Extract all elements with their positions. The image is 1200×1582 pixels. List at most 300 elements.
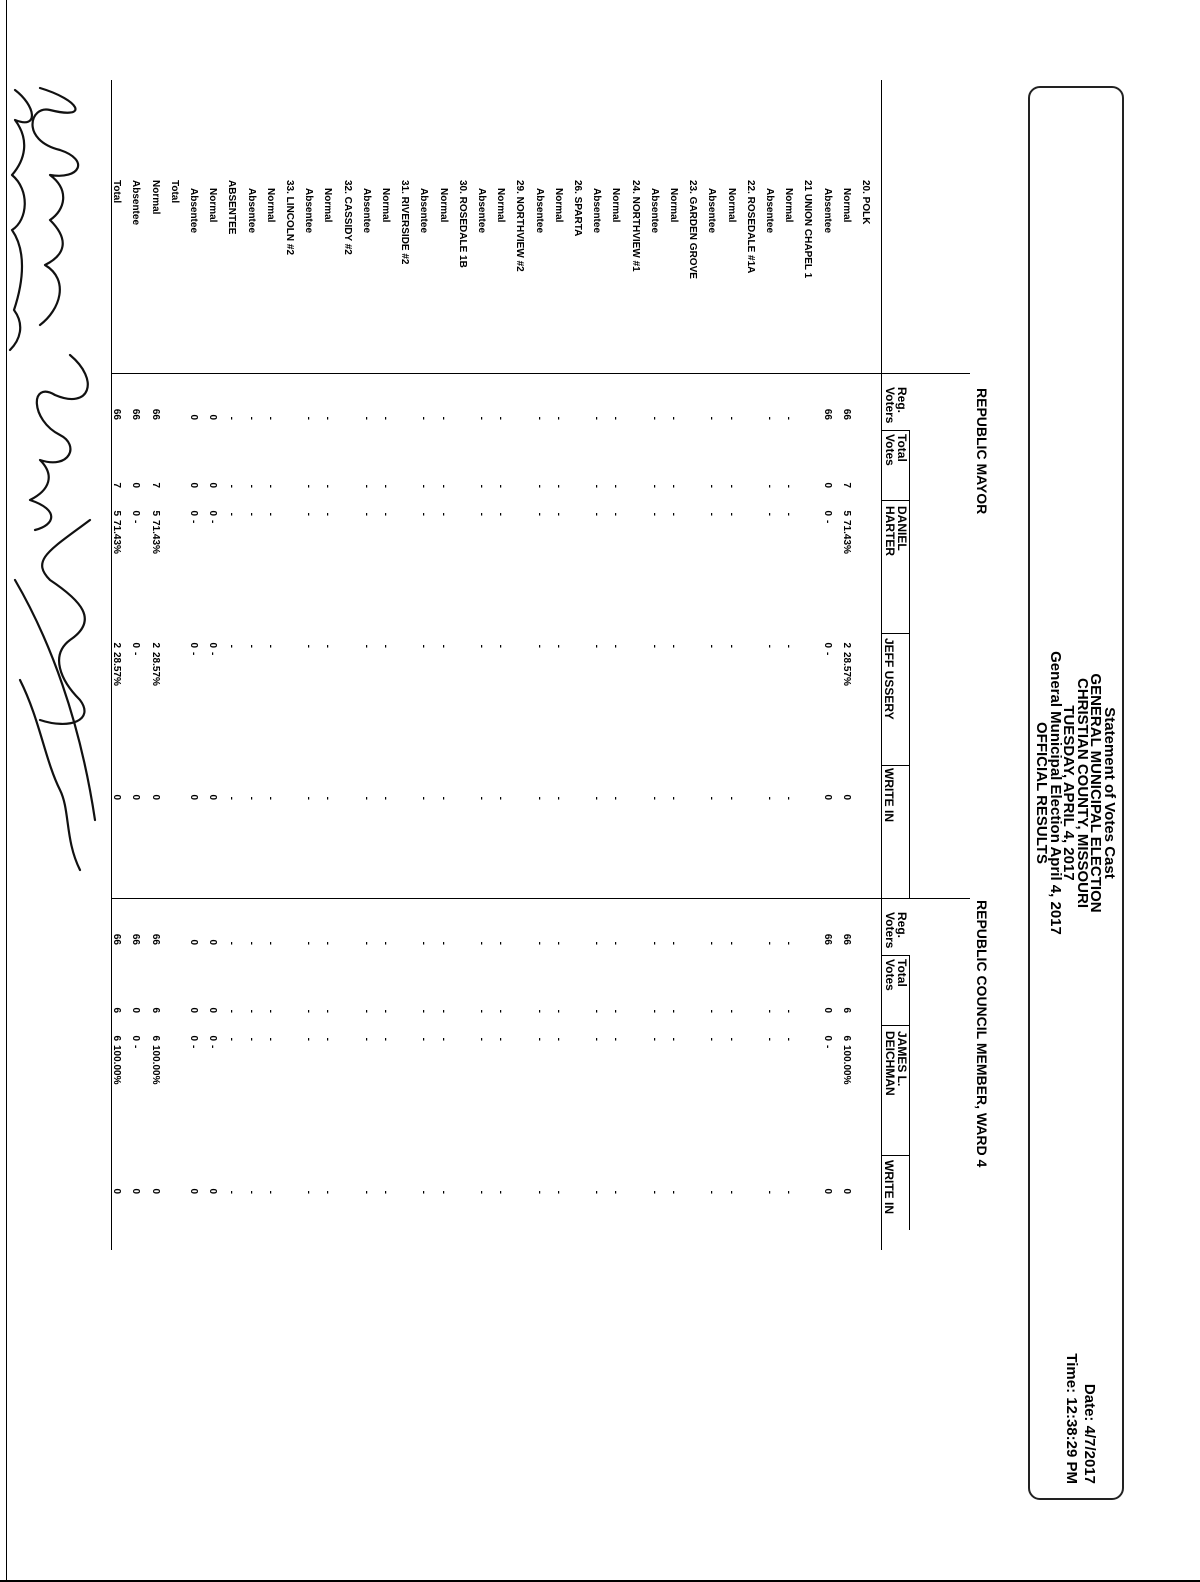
- council-cell: -: [380, 941, 391, 945]
- council-cell: 0: [821, 1007, 833, 1013]
- mayor-cell: -: [610, 416, 622, 420]
- mayor-cell: -: [226, 644, 238, 648]
- row-label: Normal: [207, 188, 219, 223]
- row-label: Absentee: [821, 188, 833, 234]
- council-cell: -: [495, 941, 507, 945]
- mayor-cell: 28.57%: [840, 652, 852, 686]
- council-cell: -: [226, 1190, 238, 1194]
- mayor-cell: -: [226, 512, 238, 516]
- mayor-header-top-rule: [909, 430, 910, 898]
- row-label: Absentee: [764, 188, 775, 234]
- mayor-cell: 5: [111, 510, 123, 516]
- mayor-cell: -: [764, 484, 775, 488]
- mayor-cell: -: [322, 644, 334, 648]
- mayor-col-sep: [882, 765, 910, 766]
- mayor-cell: -: [226, 484, 238, 488]
- mayor-cell: -: [706, 484, 718, 488]
- mayor-cell: -: [668, 796, 679, 800]
- council-cell: 0: [821, 1188, 833, 1194]
- mayor-cell: 7: [840, 482, 852, 488]
- col-total-line2: Votes: [883, 959, 897, 991]
- council-col-write-in: WRITE IN: [882, 1160, 896, 1214]
- row-label: Absentee: [245, 188, 257, 234]
- council-cell: -: [668, 1190, 679, 1194]
- council-cell: -: [706, 941, 718, 945]
- mayor-cell: 7: [149, 482, 161, 488]
- report-date-time: [1062, 1353, 1098, 1484]
- mayor-cell: -: [188, 520, 199, 524]
- council-col-reg-voters: [884, 912, 908, 948]
- mayor-cell: 7: [111, 482, 123, 488]
- mayor-cell: 0: [821, 510, 833, 516]
- row-label: Normal: [322, 188, 334, 223]
- council-cell: -: [303, 1037, 315, 1041]
- mayor-cell: -: [495, 416, 507, 420]
- council-cell: 0: [130, 1035, 142, 1041]
- mayor-col-write-in: WRITE IN: [882, 768, 896, 822]
- council-cell: -: [610, 1037, 622, 1041]
- mayor-cell: 66: [111, 408, 123, 420]
- mayor-cell: -: [495, 644, 507, 648]
- title-line: GENERAL MUNICIPAL ELECTION: [1087, 673, 1105, 913]
- council-cell: -: [533, 1037, 545, 1041]
- mayor-cell: -: [495, 484, 507, 488]
- mayor-cell: -: [668, 512, 679, 516]
- council-cell: -: [495, 1037, 507, 1041]
- mayor-cell: -: [648, 512, 660, 516]
- row-label: Normal: [495, 188, 507, 223]
- mayor-cell: -: [668, 416, 679, 420]
- mayor-cell: -: [706, 416, 718, 420]
- mayor-cell: -: [303, 512, 315, 516]
- mayor-cell: 0: [130, 794, 142, 800]
- council-cell: -: [533, 1009, 545, 1013]
- mayor-cell: -: [437, 512, 449, 516]
- row-label: 23. GARDEN GROVE: [687, 180, 699, 279]
- contest-title-council: REPUBLIC COUNCIL MEMBER, WARD 4: [974, 900, 990, 1168]
- mayor-cell: -: [533, 796, 545, 800]
- mayor-cell: -: [648, 644, 660, 648]
- col-reg-line1: Reg.: [895, 912, 909, 939]
- mayor-col-sep: [882, 633, 910, 634]
- council-col-sep: [882, 1025, 910, 1026]
- mayor-left-rule: [112, 373, 970, 374]
- row-label: Absentee: [648, 188, 660, 234]
- council-cell: -: [226, 941, 238, 945]
- row-label: Absentee: [533, 188, 545, 234]
- mayor-cell: -: [591, 796, 603, 800]
- mayor-cell: -: [648, 796, 660, 800]
- council-cell: -: [591, 941, 603, 945]
- mayor-cell: -: [380, 796, 391, 800]
- mayor-cell: -: [303, 796, 315, 800]
- title-line: CHRISTIAN COUNTY, MISSOURI: [1074, 677, 1091, 908]
- mayor-cell: 71.43%: [111, 520, 123, 554]
- council-cell: -: [476, 1190, 487, 1194]
- council-cell: -: [303, 1190, 315, 1194]
- council-cell: -: [380, 1190, 391, 1194]
- council-cell: 0: [821, 1035, 833, 1041]
- mayor-cell: 66: [149, 408, 161, 420]
- mayor-cell: -: [821, 652, 833, 656]
- mayor-cell: -: [130, 652, 142, 656]
- council-cell: -: [706, 1009, 718, 1013]
- council-cell: -: [552, 1190, 564, 1194]
- mayor-cell: -: [476, 644, 487, 648]
- council-cell: -: [821, 1045, 833, 1049]
- mayor-cell: -: [322, 796, 334, 800]
- council-cell: 0: [188, 1007, 199, 1013]
- mayor-cell: -: [476, 484, 487, 488]
- council-cell: -: [648, 941, 660, 945]
- mayor-cell: -: [207, 520, 219, 524]
- council-cell: 66: [840, 933, 852, 945]
- mayor-cell: -: [226, 416, 238, 420]
- mayor-cell: -: [648, 416, 660, 420]
- mayor-cell: -: [610, 796, 622, 800]
- council-cell: 0: [111, 1188, 123, 1194]
- mayor-col-reg-voters: [884, 387, 908, 423]
- mayor-cell: -: [552, 644, 564, 648]
- row-label: Absentee: [360, 188, 372, 234]
- mayor-cell: 5: [840, 510, 852, 516]
- mayor-cell: -: [264, 416, 276, 420]
- mayor-cell: -: [226, 796, 238, 800]
- mayor-cell: -: [380, 416, 391, 420]
- row-label: Total: [111, 180, 123, 204]
- mayor-cell: -: [552, 416, 564, 420]
- mayor-cell: -: [245, 484, 257, 488]
- report-title-block: [1035, 88, 1116, 1498]
- mayor-cell: 0: [207, 510, 219, 516]
- council-cell: 0: [207, 939, 219, 945]
- mayor-cell: -: [725, 484, 737, 488]
- council-cell: -: [264, 1009, 276, 1013]
- council-cell: -: [418, 941, 430, 945]
- row-label: 29. NORTHVIEW #2: [514, 180, 526, 272]
- mayor-cell: -: [207, 652, 219, 656]
- council-cell: -: [476, 1009, 487, 1013]
- mayor-cell: 2: [149, 642, 161, 648]
- council-cell: -: [380, 1037, 391, 1041]
- council-cell: -: [725, 1009, 737, 1013]
- mayor-cell: 0: [188, 642, 199, 648]
- council-cell: 66: [821, 933, 833, 945]
- council-cell: -: [552, 1009, 564, 1013]
- council-cell: -: [245, 1009, 257, 1013]
- col-reg-line1: Reg.: [895, 387, 909, 414]
- council-col-sep: [882, 955, 910, 956]
- council-cell: -: [591, 1009, 603, 1013]
- council-cell: 0: [130, 1007, 142, 1013]
- mayor-cell: -: [418, 644, 430, 648]
- col-harter-line1: DANIEL: [895, 506, 909, 551]
- mayor-cell: 0: [207, 642, 219, 648]
- mayor-cell: -: [533, 512, 545, 516]
- council-cell: 0: [188, 1035, 199, 1041]
- mayor-cell: 0: [840, 794, 852, 800]
- council-cell: 0: [130, 1188, 142, 1194]
- mayor-cell: -: [533, 484, 545, 488]
- council-cell: -: [437, 1037, 449, 1041]
- mayor-cell: -: [360, 644, 372, 648]
- council-cell: -: [245, 941, 257, 945]
- council-cell: -: [533, 1190, 545, 1194]
- mayor-cell: -: [783, 484, 795, 488]
- mayor-cell: -: [360, 512, 372, 516]
- report-date: Date: 4/7/2017: [1081, 1383, 1098, 1484]
- mayor-cell: -: [552, 796, 564, 800]
- council-cell: -: [725, 941, 737, 945]
- mayor-cell: -: [245, 796, 257, 800]
- council-cell: -: [380, 1009, 391, 1013]
- mayor-cell: 0: [149, 794, 161, 800]
- council-cell: -: [495, 1190, 507, 1194]
- council-cell: -: [437, 941, 449, 945]
- row-label: 24. NORTHVIEW #1: [629, 180, 641, 272]
- mayor-cell: -: [552, 484, 564, 488]
- mayor-cell: 2: [840, 642, 852, 648]
- mayor-cell: -: [495, 512, 507, 516]
- row-label: 30. ROSEDALE 1B: [456, 180, 468, 268]
- council-cell: -: [322, 1190, 334, 1194]
- col-reg-line2: Voters: [883, 387, 897, 424]
- council-cell: -: [264, 941, 276, 945]
- council-col-deichman: [884, 1031, 908, 1096]
- col-total-line2: Votes: [883, 434, 897, 466]
- council-cell: -: [322, 1037, 334, 1041]
- row-label: 31. RIVERSIDE #2: [399, 180, 411, 265]
- mayor-cell: -: [533, 644, 545, 648]
- council-cell: -: [764, 1037, 775, 1041]
- row-label: Absentee: [591, 188, 603, 234]
- council-cell: -: [495, 1009, 507, 1013]
- council-cell: -: [783, 1037, 795, 1041]
- council-cell: -: [418, 1009, 430, 1013]
- mayor-cell: 0: [130, 642, 142, 648]
- row-label: 26. SPARTA: [572, 180, 583, 237]
- title-line: TUESDAY, APRIL 4, 2017: [1060, 705, 1078, 881]
- mayor-cell: -: [130, 520, 142, 524]
- row-label: Normal: [149, 180, 161, 215]
- council-cell: -: [207, 1045, 219, 1049]
- mayor-cell: 0: [130, 482, 142, 488]
- row-label: 32. CASSIDY #2: [341, 180, 353, 255]
- council-cell: -: [706, 1190, 718, 1194]
- mayor-cell: -: [380, 644, 391, 648]
- council-cell: -: [188, 1045, 199, 1049]
- mayor-cell: -: [188, 652, 199, 656]
- mayor-cell: 71.43%: [840, 520, 852, 554]
- mayor-cell: -: [437, 644, 449, 648]
- mayor-cell: -: [783, 796, 795, 800]
- council-cell: -: [418, 1037, 430, 1041]
- council-cell: -: [764, 1009, 775, 1013]
- council-cell: -: [552, 941, 564, 945]
- mayor-cell: -: [725, 512, 737, 516]
- council-cell: 0: [207, 1188, 219, 1194]
- mayor-cell: -: [322, 512, 334, 516]
- council-cell: -: [648, 1009, 660, 1013]
- mayor-cell: 0: [130, 510, 142, 516]
- mayor-cell: -: [591, 484, 603, 488]
- council-cell: -: [783, 941, 795, 945]
- mayor-cell: 0: [821, 794, 833, 800]
- council-cell: -: [226, 1037, 238, 1041]
- mayor-cell: -: [783, 644, 795, 648]
- council-cell: 100.00%: [840, 1045, 852, 1085]
- row-label: 22. ROSEDALE #1A: [744, 180, 756, 274]
- mayor-cell: -: [495, 796, 507, 800]
- row-label: Absentee: [130, 180, 142, 226]
- mayor-cell: 0: [821, 482, 833, 488]
- mayor-cell: -: [552, 512, 564, 516]
- council-cell: -: [245, 1037, 257, 1041]
- row-label: 33. LINCOLN #2: [284, 180, 295, 256]
- mayor-cell: -: [437, 416, 449, 420]
- council-cell: -: [668, 1009, 679, 1013]
- council-cell: -: [668, 1037, 679, 1041]
- mayor-cell: -: [725, 416, 737, 420]
- council-cell: -: [360, 1037, 372, 1041]
- col-total-line1: Total: [895, 959, 909, 987]
- council-cell: -: [264, 1190, 276, 1194]
- mayor-cell: 0: [207, 794, 219, 800]
- council-cell: 6: [840, 1007, 852, 1013]
- council-cell: -: [648, 1037, 660, 1041]
- title-line: OFFICIAL RESULTS: [1033, 722, 1051, 864]
- council-cell: 66: [149, 933, 161, 945]
- mayor-cell: -: [303, 416, 315, 420]
- mayor-cell: -: [360, 416, 372, 420]
- mayor-col-total-votes: [884, 434, 908, 466]
- row-label: Normal: [668, 188, 679, 223]
- mayor-cell: -: [322, 416, 334, 420]
- mayor-cell: 5: [149, 510, 161, 516]
- council-cell: -: [303, 1009, 315, 1013]
- council-cell: -: [725, 1037, 737, 1041]
- row-label: 21 UNION CHAPEL 1: [802, 180, 814, 279]
- mayor-cell: -: [706, 512, 718, 516]
- mayor-col-sep: [882, 500, 910, 501]
- council-cell: 6: [149, 1035, 161, 1041]
- council-header-top-rule: [909, 955, 910, 1230]
- mayor-cell: 0: [188, 414, 199, 420]
- row-label: Normal: [840, 188, 852, 223]
- council-cell: -: [591, 1037, 603, 1041]
- mayor-col-ussery: JEFF USSERY: [882, 638, 896, 720]
- mayor-cell: -: [303, 484, 315, 488]
- mayor-cell: 28.57%: [111, 652, 123, 686]
- council-cell: 0: [149, 1188, 161, 1194]
- mayor-cell: -: [591, 512, 603, 516]
- council-cell: -: [648, 1190, 660, 1194]
- council-cell: -: [322, 941, 334, 945]
- council-cell: 0: [207, 1007, 219, 1013]
- report-time: Time: 12:38:29 PM: [1063, 1353, 1080, 1484]
- council-cell: -: [591, 1190, 603, 1194]
- mayor-cell: -: [380, 484, 391, 488]
- mayor-cell: -: [783, 512, 795, 516]
- mayor-cell: 0: [111, 794, 123, 800]
- row-label: Normal: [380, 188, 391, 223]
- council-cell: -: [476, 941, 487, 945]
- council-cell: 66: [111, 933, 123, 945]
- council-cell: -: [783, 1009, 795, 1013]
- council-cell: -: [552, 1037, 564, 1041]
- title-line: Statement of Votes Cast: [1101, 707, 1118, 879]
- col-deichman-line2: DEICHMAN: [883, 1031, 897, 1096]
- row-label: Absentee: [303, 188, 315, 234]
- row-label: Absentee: [706, 188, 718, 234]
- row-label: 20. POLK: [860, 180, 871, 225]
- mayor-cell: -: [783, 416, 795, 420]
- council-cell: 0: [207, 1035, 219, 1041]
- mayor-cell: -: [322, 484, 334, 488]
- mayor-cell: -: [264, 796, 276, 800]
- council-cell: 6: [111, 1035, 123, 1041]
- mayor-cell: -: [245, 644, 257, 648]
- council-cell: -: [610, 941, 622, 945]
- mayor-cell: -: [610, 644, 622, 648]
- mayor-cell: 0: [188, 510, 199, 516]
- council-cell: -: [360, 1190, 372, 1194]
- mayor-cell: 66: [840, 408, 852, 420]
- mayor-cell: -: [437, 484, 449, 488]
- mayor-cell: -: [437, 796, 449, 800]
- row-label: Normal: [552, 188, 564, 223]
- mayor-cell: -: [648, 484, 660, 488]
- council-cell: -: [322, 1009, 334, 1013]
- col-harter-line2: HARTER: [883, 506, 897, 556]
- council-cell: -: [245, 1190, 257, 1194]
- mayor-col-sep: [882, 430, 910, 431]
- mayor-cell: 28.57%: [149, 652, 161, 686]
- col-deichman-line1: JAMES L.: [895, 1031, 909, 1087]
- council-cell: -: [783, 1190, 795, 1194]
- mayor-cell: 66: [821, 408, 833, 420]
- council-cell: -: [360, 941, 372, 945]
- mayor-cell: -: [360, 796, 372, 800]
- council-cell: 6: [149, 1007, 161, 1013]
- mayor-cell: -: [725, 644, 737, 648]
- title-line: General Municipal Election April 4, 2017: [1047, 651, 1064, 935]
- col-reg-line2: Voters: [883, 912, 897, 949]
- mayor-cell: -: [591, 416, 603, 420]
- council-cell: 0: [840, 1188, 852, 1194]
- mayor-cell: -: [380, 512, 391, 516]
- council-cell: -: [706, 1037, 718, 1041]
- mayor-cell: -: [264, 512, 276, 516]
- council-cell: -: [303, 941, 315, 945]
- mayor-cell: 0: [207, 414, 219, 420]
- mayor-cell: 2: [111, 642, 123, 648]
- row-label: Normal: [437, 188, 449, 223]
- row-label: Normal: [725, 188, 737, 223]
- mayor-cell: -: [668, 484, 679, 488]
- mayor-cell: -: [764, 416, 775, 420]
- council-cell: 0: [188, 939, 199, 945]
- council-cell: -: [476, 1037, 487, 1041]
- council-cell: -: [418, 1190, 430, 1194]
- council-cell: -: [725, 1190, 737, 1194]
- row-label: Absentee: [188, 188, 199, 234]
- mayor-cell: 66: [130, 408, 142, 420]
- council-cell: -: [610, 1009, 622, 1013]
- council-cell: -: [264, 1037, 276, 1041]
- council-cell: -: [130, 1045, 142, 1049]
- mayor-cell: -: [706, 644, 718, 648]
